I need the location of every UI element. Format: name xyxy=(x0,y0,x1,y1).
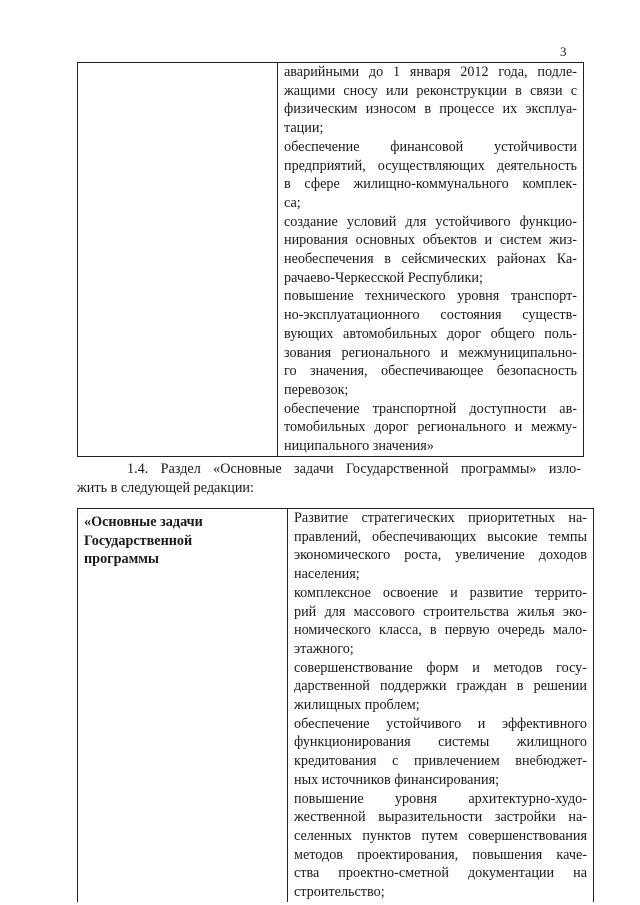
text-line: функционирования системы жилищного xyxy=(294,734,587,751)
text-line: строительство; xyxy=(294,884,385,901)
text-line: предприятий, осуществляющих деятельность xyxy=(284,157,577,174)
amendment-paragraph xyxy=(77,460,581,498)
goals-table-continued xyxy=(77,62,584,457)
heading-line: «Основные задачи xyxy=(84,514,203,530)
text-line: зования регионального и межмуниципально- xyxy=(284,344,577,361)
text-line: правлений, обеспечивающих высокие темпы xyxy=(294,528,587,545)
text-line: жественной выразительности застройки на- xyxy=(294,809,587,826)
text-line: рачаево-Черкесской Республики; xyxy=(284,269,483,286)
page-number: 3 xyxy=(560,44,567,59)
text-line: обеспечение устойчивого и эффективного xyxy=(294,715,587,732)
text-line: совершенствование форм и методов госу- xyxy=(294,659,587,676)
text-line: ных источников финансирования; xyxy=(294,771,500,788)
paragraph-line: 1.4. Раздел «Основные задачи Государственной программы» изло- xyxy=(127,461,581,477)
text-line: населения; xyxy=(294,566,360,583)
table-row xyxy=(78,63,584,457)
text-line: ства проектно-сметной документации на xyxy=(294,865,587,882)
text-line: жащими сносу или реконструкции в связи с xyxy=(284,82,577,99)
text-line: дарственной поддержки граждан в решении xyxy=(294,678,587,695)
text-line: са; xyxy=(284,194,301,211)
text-line: необеспечения в сейсмических районах Ка- xyxy=(284,251,577,268)
text-line: аварийными до 1 января 2012 года, подле- xyxy=(284,64,577,80)
text-line: кредитования с привлечением внебюджет- xyxy=(294,753,587,770)
text-line: в сфере жилищно-коммунального комплек- xyxy=(284,176,577,193)
text-line: но-эксплуатационного состояния существ- xyxy=(284,307,577,324)
text-line: вующих автомобильных дорог общего поль- xyxy=(284,325,577,342)
text-line: этажного; xyxy=(294,640,354,657)
table-left-cell xyxy=(78,63,278,457)
text-line: перевозок; xyxy=(284,381,349,398)
text-line: обеспечение финансовой устойчивости xyxy=(284,138,577,155)
text-line: ниципального значения» xyxy=(284,438,434,455)
heading-line: программы xyxy=(84,551,159,568)
heading-line: Государственной xyxy=(84,532,193,549)
table-right-cell xyxy=(278,63,584,457)
paragraph-line: жить в следующей редакции: xyxy=(77,480,254,496)
text-line: создание условий для устойчивого функцио- xyxy=(284,213,577,230)
text-line: комплексное освоение и развитие террито- xyxy=(294,584,587,601)
main-tasks-table xyxy=(77,508,594,902)
text-line: селенных пунктов путем совершенствования xyxy=(294,827,587,844)
text-line: Развитие стратегических приоритетных на- xyxy=(294,510,587,526)
text-line: физическим износом в процессе их эксплуа- xyxy=(284,101,577,118)
text-line: жилищных проблем; xyxy=(294,697,420,714)
text-line: томобильных дорог регионального и межму- xyxy=(284,419,577,436)
text-line: повышение уровня архитектурно-худо- xyxy=(294,790,587,807)
table-heading-cell xyxy=(78,509,288,902)
text-line: обеспечение транспортной доступности ав- xyxy=(284,400,577,417)
text-line: экономического роста, увеличение доходов xyxy=(294,547,587,564)
text-line: го значения, обеспечивающее безопасность xyxy=(284,363,577,380)
text-line: повышение технического уровня транспорт- xyxy=(284,288,577,305)
text-line: тации; xyxy=(284,120,324,137)
text-line: рий для массового строительства жилья эко- xyxy=(294,603,587,620)
table-right-cell xyxy=(288,509,594,902)
text-line: номического класса, в первую очередь мало- xyxy=(294,622,587,639)
table-row xyxy=(78,509,594,902)
text-line: методов проектирования, повышения каче- xyxy=(294,846,587,863)
text-line: нирования основных объектов и систем жиз- xyxy=(284,232,577,249)
